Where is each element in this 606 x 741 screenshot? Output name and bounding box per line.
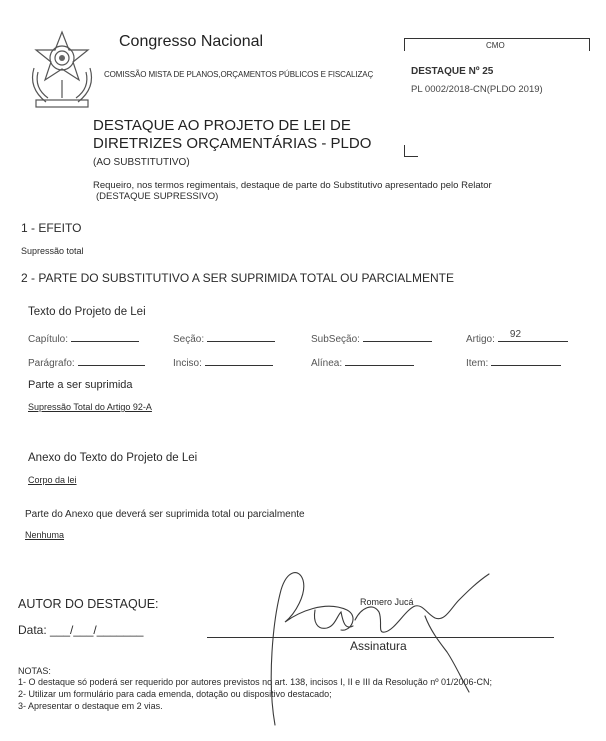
section-parte-heading: 2 - PARTE DO SUBSTITUTIVO A SER SUPRIMIDA TOTAL OU PARCIALMENTE xyxy=(21,271,454,285)
artigo-label: Artigo: xyxy=(466,334,495,345)
inciso-field xyxy=(173,355,273,369)
parte-suprimida-label: Parte a ser suprimida xyxy=(28,379,133,391)
item-field xyxy=(466,355,561,369)
cmo-label: CMO xyxy=(486,41,505,50)
item-label: Item: xyxy=(466,358,489,369)
alinea-field xyxy=(311,355,414,369)
destaque-number: DESTAQUE Nº 25 xyxy=(411,66,494,77)
paragrafo-label: Parágrafo: xyxy=(28,358,75,369)
document-subtitle: (AO SUBSTITUTIVO) xyxy=(93,157,190,168)
anexo-label: Anexo do Texto do Projeto de Lei xyxy=(28,452,198,464)
document-title-line1: DESTAQUE AO PROJETO DE LEI DE xyxy=(93,117,351,134)
signature-line xyxy=(207,637,554,638)
project-reference: PL 0002/2018-CN(PLDO 2019) xyxy=(411,84,543,95)
capitulo-label: Capítulo: xyxy=(28,334,69,345)
document-title-line2: DIRETRIZES ORÇAMENTÁRIAS - PLDO xyxy=(93,135,372,152)
request-text-line1: Requeiro, nos termos regimentais, destaque de parte do Substitutivo apresentado pelo Relator xyxy=(93,180,492,191)
section-efeito-value: Supressão total xyxy=(21,246,84,256)
signature-label: Assinatura xyxy=(350,639,407,653)
committee-name: COMISSÃO MISTA DE PLANOS,ORÇAMENTOS PÚBLICOS E FISCALIZAÇ xyxy=(104,70,374,79)
capitulo-field xyxy=(28,331,139,345)
request-text-line2: (DESTAQUE SUPRESSIVO) xyxy=(96,191,219,202)
secao-field xyxy=(173,331,275,345)
artigo-value: 92 xyxy=(509,329,522,340)
coat-of-arms-seal xyxy=(22,28,102,114)
secao-label: Seção: xyxy=(173,334,205,345)
texto-projeto-label: Texto do Projeto de Lei xyxy=(28,306,146,318)
section-efeito-heading: 1 - EFEITO xyxy=(21,221,82,235)
subsecao-field xyxy=(311,331,432,345)
date-field: Data: ___/___/_______ xyxy=(18,623,144,637)
alinea-label: Alínea: xyxy=(311,358,343,369)
parte-anexo-value: Nenhuma xyxy=(25,530,65,540)
anexo-value: Corpo da lei xyxy=(28,475,77,485)
inciso-label: Inciso: xyxy=(173,358,202,369)
cmo-box xyxy=(404,38,590,157)
artigo-field xyxy=(466,331,568,345)
author-label: AUTOR DO DESTAQUE: xyxy=(18,597,159,611)
parte-suprimida-value: Supressão Total do Artigo 92-A xyxy=(28,402,152,412)
paragrafo-field xyxy=(28,355,145,369)
author-name: Romero Jucá xyxy=(360,597,414,607)
institution-name: Congresso Nacional xyxy=(119,33,264,50)
parte-anexo-label: Parte do Anexo que deverá ser suprimida total ou parcialmente xyxy=(25,509,305,520)
note-item-3: 3- Apresentar o destaque em 2 vias. xyxy=(18,701,163,711)
subsecao-label: SubSeção: xyxy=(311,334,360,345)
note-item-1: 1- O destaque só poderá ser requerido por autores previstos no art. 138, incisos I, II e III da Resolução nº 01/2006-CN; xyxy=(18,677,493,687)
notes-heading: NOTAS: xyxy=(18,666,51,676)
note-item-2: 2- Utilizar um formulário para cada emenda, dotação ou dispositivo destacado; xyxy=(18,689,332,699)
